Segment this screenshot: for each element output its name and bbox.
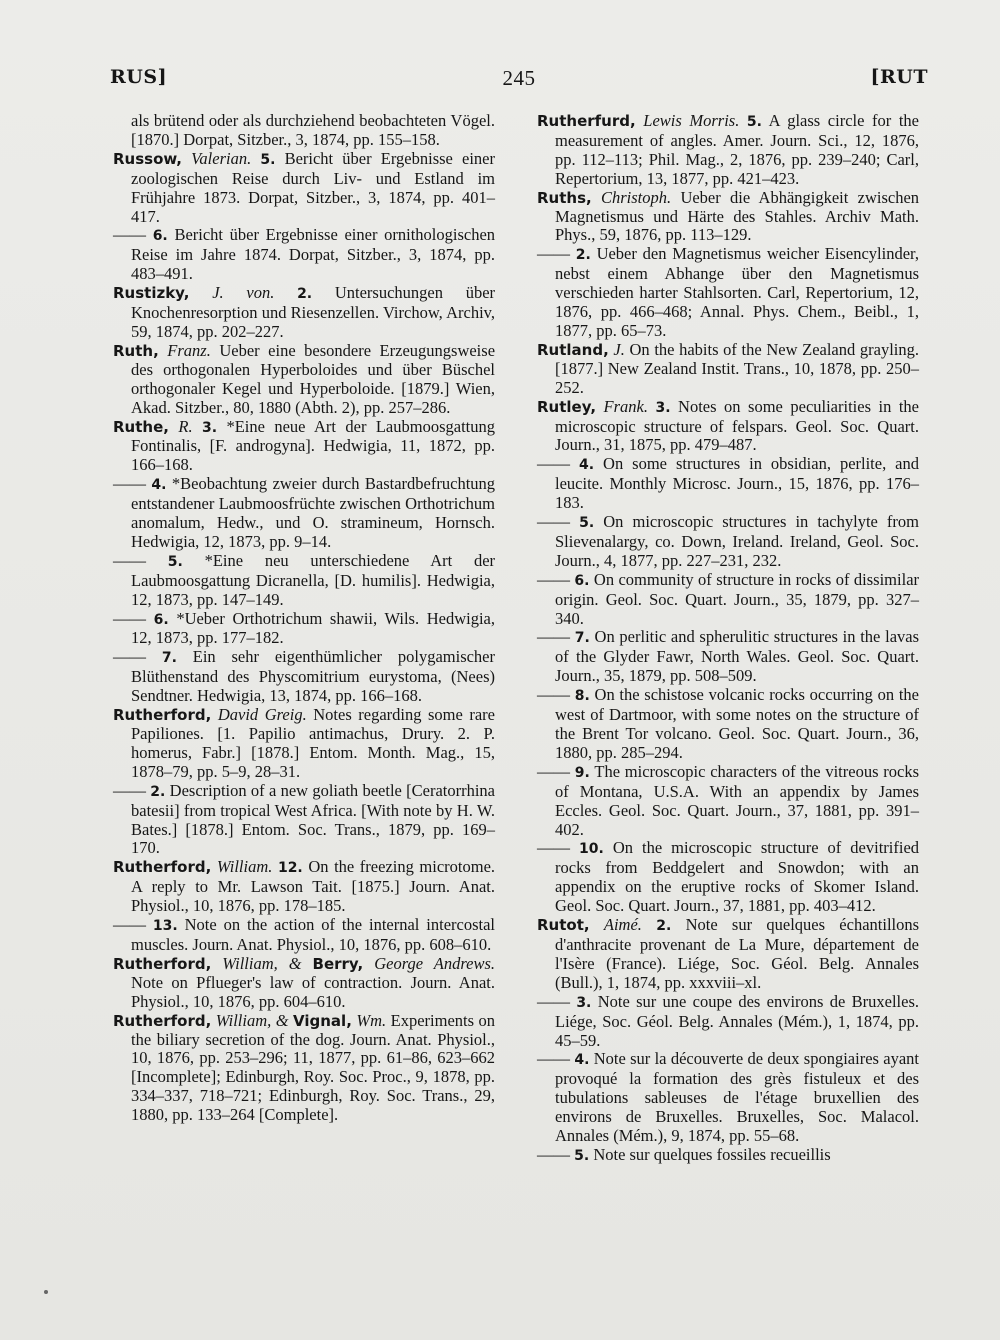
entry-number: 6. bbox=[152, 228, 168, 245]
entry-text: Notes regarding some rare Papiliones. [1. Papilio antimachus, Drury. 2. P. homerus, Fabr.] [1878.] Entom. Month. Mag., 15, 1878–79, pp. 5–9, 28–31. bbox=[131, 705, 496, 781]
left-column bbox=[113, 112, 495, 1125]
bibliography-entry bbox=[113, 112, 495, 150]
entry-text: A glass circle for the measurement of angles. Amer. Journ. Sci., 12, 1876, pp. 112–113; Phil. Mag., 2, 1876, pp. 239–240; Carl, Repertorium, 13, 1877, pp. 421–423. bbox=[555, 111, 919, 188]
entry-text: Description of a new goliath beetle [Ceratorrhina batesii] from tropical West Africa. [With note by H. W. Bates.] [1878.] Entom. Soc. Trans., 1879, pp. 169–170. bbox=[131, 780, 496, 858]
author-surname: Rutherford, bbox=[113, 1011, 212, 1030]
author-surname: Russow, bbox=[113, 149, 182, 168]
entry-number: 5. bbox=[579, 515, 595, 532]
bibliography-entry bbox=[537, 571, 919, 629]
entry-number: 3. bbox=[576, 994, 592, 1011]
author-given-name: J. von. bbox=[212, 283, 275, 303]
entry-text: Ein sehr eigenthümlicher polygamischer Blüthenstand des Physcomitrium eurystoma, (Nees) Sendtner. Hedwigia, 13, 1874, pp. 166–168. bbox=[131, 647, 496, 706]
author-surname: Rutley, bbox=[537, 397, 597, 416]
bibliography-entry bbox=[537, 1146, 919, 1166]
ditto-dash: —— bbox=[113, 225, 146, 245]
entry-text: Notes on some peculiarities in the microscopic structure of felspars. Geol. Soc. Quart. Journ., 31, 1875, pp. 479–487. bbox=[555, 396, 919, 455]
bibliography-entry bbox=[113, 858, 495, 916]
entry-text: Note sur quelques fossiles recueillis bbox=[593, 1144, 831, 1164]
author-surname: Ruth, bbox=[113, 341, 159, 360]
ditto-dash: —— bbox=[537, 761, 570, 781]
bibliography-entry bbox=[113, 1012, 495, 1125]
ditto-dash: —— bbox=[113, 474, 146, 494]
entry-text: Note sur une coupe des environs de Bruxelles. Liége, Soc. Géol. Belg. Annales (Mém.), 1, 1874, pp. 45–59. bbox=[555, 991, 920, 1050]
ditto-dash: —— bbox=[113, 780, 146, 800]
header-left-range: RUS] bbox=[110, 66, 168, 88]
entry-text: *Ueber Orthotrichum shawii, Wils. Hedwigia, 12, 1873, pp. 177–182. bbox=[131, 608, 495, 648]
entry-number: 6. bbox=[574, 572, 590, 589]
entry-number: 12. bbox=[277, 860, 303, 877]
author-given-name: Frank. bbox=[603, 396, 648, 416]
entry-number: 4. bbox=[151, 477, 167, 494]
author-surname: Ruths, bbox=[537, 188, 592, 207]
entry-text: Note on the action of the internal intercostal muscles. Journ. Anat. Physiol., 10, 1876, pp. 608–610. bbox=[131, 915, 495, 954]
entry-text: On the habits of the New Zealand grayling. [1877.] New Zealand Instit. Trans., 10, 1878, pp. 250–252. bbox=[555, 339, 920, 397]
entry-number: 4. bbox=[578, 457, 595, 474]
author-given-name: Lewis Morris. bbox=[643, 111, 740, 130]
running-header bbox=[110, 66, 928, 96]
ditto-dash: —— bbox=[537, 685, 570, 705]
entry-text: *Beobachtung zweier durch Bastardbefruchtung entstandener Laubmoosfrüchte zwischen Orthotrichum anomalum, Hedw., und O. stramineum, Hornsch. Hedwigia, 12, 1873, pp. 9–14. bbox=[131, 474, 496, 551]
author-surname: Ruthe, bbox=[113, 417, 169, 436]
entry-number: 2. bbox=[297, 286, 313, 303]
author-given-name: J. bbox=[613, 339, 625, 359]
entry-text: Ueber den Magnetismus weicher Eisencylinder, nebst einem Abhange über den Magnetismus verschieden harter Stahlsorten. Carl, Repertorium, 12, 1876, pp. 466–468; Annal. Phys. Chem., Beibl., 1, 1877, pp. 65–73. bbox=[555, 244, 919, 340]
entry-text: Experiments on the biliary secretion of the dog. Journ. Anat. Physiol., 10, 1876, pp. 253–296; 11, 1877, pp. 61–86, 623–662 [Incomplete]; Edinburgh, Roy. Soc. Proc., 9, 1878, pp. 334–337, 718–721; Edinburgh, Roy. Soc. Trans., 29, 1880, pp. 133–264 [Complete]. bbox=[131, 1010, 496, 1125]
entry-text: Untersuchungen über Knochenresorption und Riesenzellen. Virchow, Archiv, 59, 1874, pp. 202–227. bbox=[131, 283, 496, 341]
author-given-name: David Greig. bbox=[217, 705, 307, 725]
entry-text: On perlitic and spherulitic structures in the lavas of the Glyder Fawr, North Wales. Geol. Soc. Quart. Journ., 35, 1879, pp. 508–509. bbox=[555, 627, 920, 686]
right-column bbox=[537, 112, 919, 1166]
ditto-dash: —— bbox=[537, 627, 570, 647]
bibliography-entry bbox=[113, 648, 495, 706]
bibliography-entry bbox=[537, 839, 919, 916]
entry-number: 5. bbox=[746, 114, 762, 130]
entry-number: 7. bbox=[574, 630, 590, 647]
entry-text: On the freezing microtome. A reply to Mr. Lawson Tait. [1875.] Journ. Anat. Physiol., 10, 1876, pp. 178–185. bbox=[131, 857, 496, 916]
bibliography-entry bbox=[537, 398, 919, 456]
header-right-range: [RUT bbox=[870, 66, 928, 88]
ditto-dash: —— bbox=[537, 991, 570, 1011]
author-surname: Rutland, bbox=[537, 340, 609, 359]
entry-text: *Eine neu unterschiedene Art der Laubmoosgattung Dicranella, [D. humilis]. Hedwigia, 12, 1873, pp. 147–149. bbox=[131, 550, 496, 609]
ditto-dash: —— bbox=[537, 1144, 570, 1164]
bibliography-entry bbox=[537, 686, 919, 763]
bibliography-entry bbox=[537, 1050, 919, 1146]
entry-number: 3. bbox=[655, 399, 671, 416]
entry-number: 10. bbox=[579, 841, 604, 858]
bibliography-entry bbox=[113, 418, 495, 476]
author-surname: Rutherford, bbox=[113, 706, 212, 725]
entry-text: Ueber die Abhängigkeit zwischen Magnetismus und Härte des Stahles. Archiv Math. Phys., 59, 1876, pp. 113–129. bbox=[555, 187, 920, 245]
entry-number: 7. bbox=[161, 650, 177, 667]
entry-number: 3. bbox=[201, 419, 218, 436]
ditto-dash: —— bbox=[113, 647, 146, 667]
entry-text: Note sur quelques échantillons d'anthracite provenant de La Mure, département de l'Isère (France). Liége, Soc. Géol. Belg. Annales (Bull.), 1, 1874, pp. xxxviii–xl. bbox=[555, 915, 920, 992]
author-given-name: William, & bbox=[215, 1010, 289, 1030]
entry-text: On community of structure in rocks of dissimilar origin. Geol. Soc. Quart. Journ., 35, 1879, pp. 327–340. bbox=[555, 569, 920, 628]
entry-text: On some structures in obsidian, perlite, and leucite. Monthly Microsc. Journ., 15, 1876, pp. 176–183. bbox=[555, 454, 920, 513]
author-given-name: R. bbox=[178, 416, 193, 436]
entry-number: 6. bbox=[153, 611, 169, 628]
bibliography-entry bbox=[113, 475, 495, 552]
coauthor-given-name: George Andrews. bbox=[374, 953, 496, 973]
ditto-dash: —— bbox=[113, 608, 146, 628]
entry-text: On microscopic structures in tachylyte from Slievenalargy, co. Down, Ireland. Ireland, Geol. Soc. Journ., 4, 1877, pp. 227–231, 232. bbox=[555, 512, 920, 570]
author-surname: Rutot, bbox=[537, 916, 590, 935]
entry-text: On the microscopic structure of devitrified rocks from Beddgelert and Snowdon; with an appendix on the eruptive rocks of Skomer Island. Geol. Soc. Quart. Journ., 37, 1881, pp. 403–412. bbox=[555, 838, 920, 916]
entry-number: 4. bbox=[574, 1052, 590, 1069]
ditto-dash: —— bbox=[113, 550, 146, 570]
bibliography-entry bbox=[113, 226, 495, 284]
bibliography-entry bbox=[113, 284, 495, 342]
ditto-dash: —— bbox=[537, 838, 570, 858]
bibliography-entry bbox=[113, 150, 495, 227]
entry-number: 9. bbox=[574, 764, 590, 781]
bibliography-entry bbox=[113, 706, 495, 782]
entry-text: Bericht über Ergebnisse einer ornithologischen Reise im Jahre 1874. Dorpat, Sitzber., 3, 1874, pp. 483–491. bbox=[131, 225, 496, 284]
bibliography-entry bbox=[537, 455, 919, 513]
coauthor-surname: Vignal, bbox=[293, 1011, 352, 1030]
ditto-dash: —— bbox=[113, 915, 146, 935]
entry-continuation: als brütend oder als durchziehend beobachteten Vögel. [1870.] Dorpat, Sitzber., 3, 1874, pp. 155–158. bbox=[131, 111, 495, 149]
bibliography-entry bbox=[537, 916, 919, 993]
entry-number: 5. bbox=[574, 1147, 590, 1164]
scan-speck bbox=[44, 1290, 48, 1294]
bibliography-entry bbox=[113, 342, 495, 418]
bibliography-entry bbox=[113, 782, 495, 859]
entry-text: Note on Pflueger's law of contraction. Journ. Anat. Physiol., 10, 1876, pp. 604–610. bbox=[131, 972, 495, 1011]
author-surname: Rutherfurd, bbox=[537, 112, 636, 130]
entry-number: 5. bbox=[260, 151, 276, 168]
ditto-dash: —— bbox=[537, 569, 570, 589]
bibliography-entry bbox=[537, 513, 919, 571]
ditto-dash: —— bbox=[537, 454, 570, 474]
bibliography-entry bbox=[537, 245, 919, 341]
entry-text: Ueber eine besondere Erzeugungsweise des orthogonalen Hyperboloides und über Büschel orthogonaler Kegel und Hyperboloide. [1879.] Wien, Akad. Sitzber., 80, 1880 (Abth. 2), pp. 257–286. bbox=[131, 340, 496, 417]
entry-text: *Eine neue Art der Laubmoosgattung Fontinalis, [F. androgyna]. Hedwigia, 11, 1872, pp. 166–168. bbox=[131, 416, 496, 475]
bibliography-entry bbox=[113, 916, 495, 955]
bibliography-entry bbox=[537, 189, 919, 246]
author-given-name: William, & bbox=[222, 953, 302, 973]
bibliography-entry bbox=[537, 993, 919, 1051]
author-given-name: Aimé. bbox=[603, 915, 642, 935]
ditto-dash: —— bbox=[537, 244, 570, 264]
entry-number: 8. bbox=[574, 688, 590, 705]
bibliography-entry bbox=[537, 763, 919, 840]
coauthor-given-name: Wm. bbox=[356, 1010, 387, 1030]
entry-number: 5. bbox=[167, 553, 183, 570]
bibliography-entry bbox=[537, 341, 919, 398]
entry-number: 2. bbox=[150, 783, 166, 800]
entry-text: Note sur la découverte de deux spongiaires ayant provoqué la formation des grès fistuleux et des tubulations sableuses de l'étage bruxellien des environs de Bruxelles. Bruxelles, Soc. Malacol. Annales (Mém.), 9, 1874, pp. 55–68. bbox=[555, 1049, 920, 1146]
entry-number: 2. bbox=[575, 247, 591, 264]
author-given-name: Franz. bbox=[167, 340, 211, 360]
bibliography-entry bbox=[113, 610, 495, 649]
author-surname: Rutherford, bbox=[113, 954, 212, 973]
author-given-name: Valerian. bbox=[191, 148, 252, 168]
entry-text: Bericht über Ergebnisse einer zoologischen Reise durch Liv- und Estland im Frühjahre 1873. Dorpat, Sitzber., 3, 1874, pp. 401–417. bbox=[131, 148, 495, 226]
author-surname: Rutherford, bbox=[113, 858, 212, 877]
ditto-dash: —— bbox=[537, 1049, 570, 1069]
author-surname: Rustizky, bbox=[113, 284, 190, 303]
entry-number: 2. bbox=[656, 918, 672, 935]
author-given-name: Christoph. bbox=[601, 187, 672, 207]
bibliography-entry bbox=[537, 628, 919, 686]
bibliography-entry bbox=[113, 552, 495, 610]
ditto-dash: —— bbox=[537, 512, 570, 532]
page-number: 245 bbox=[502, 66, 536, 90]
entry-number: 13. bbox=[152, 918, 178, 935]
entry-text: The microscopic characters of the vitreous rocks of Montana, U.S.A. With an appendix by James Eccles. Geol. Soc. Quart. Journ., 37, 1881, pp. 391–402. bbox=[555, 761, 920, 839]
author-given-name: William. bbox=[216, 857, 273, 877]
bibliography-entry bbox=[113, 955, 495, 1012]
bibliography-entry bbox=[537, 112, 919, 189]
coauthor-surname: Berry, bbox=[312, 954, 364, 973]
entry-text: On the schistose volcanic rocks occurring on the west of Dartmoor, with some notes on the structure of the Brent Tor volcano. Geol. Soc. Quart. Journ., 36, 1880, pp. 285–294. bbox=[555, 685, 920, 762]
